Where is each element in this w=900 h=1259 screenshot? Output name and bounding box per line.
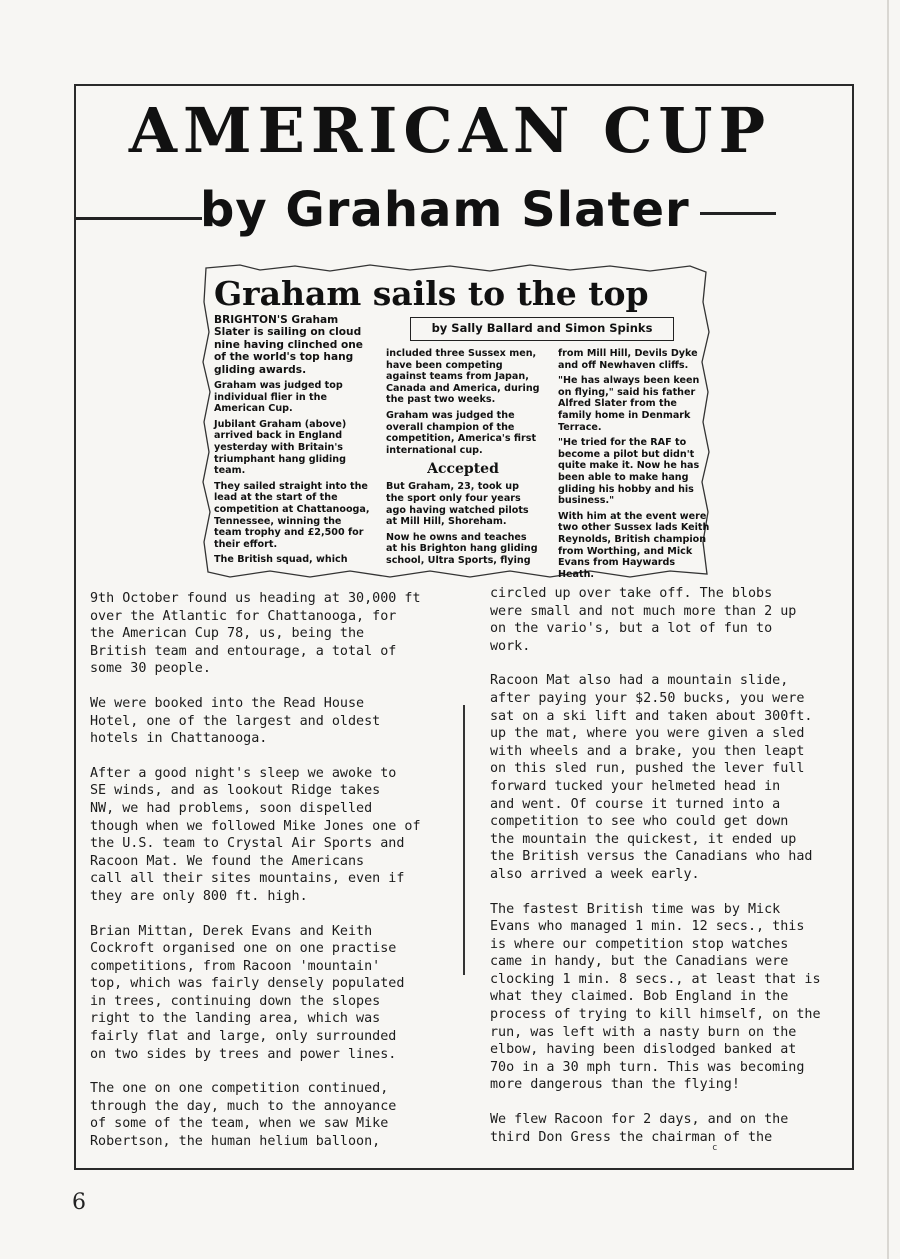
clipping-paragraph: Graham was judged the overall champion of the competition, America's first international cup. [386,409,537,456]
clipping-paragraph: Graham was judged top individual flier in the American Cup. [214,380,343,415]
byline-rule-left [76,217,202,220]
clipping-credit: by Sally Ballard and Simon Spinks [410,317,674,341]
article-paragraph: After a good night's sleep we awoke to SE winds, and as lookout Ridge takes NW, we had problems, soon dispelled though when we followed Mike Jones one of the U.S. team to Crystal Air Sports and Racoon Mat. We found the Americans call all their sites mountains, even if they are only 800 ft. high. [90,765,421,904]
column-divider [463,705,465,975]
clipping-paragraph: Jubilant Graham (above) arrived back in England yesterday with Britain's triumphant hang gliding team. [214,418,347,477]
clipping-paragraph: "He has always been keen on flying," said his father Alfred Slater from the family home in Denmark Terrace. [558,375,700,433]
clipping-column-1 [214,314,370,570]
page-edge [887,0,889,1259]
article-column-right [490,585,850,1163]
clipping-paragraph: "He tried for the RAF to become a pilot but didn't quite make it. Now he has been able to make hang gliding his hobby and his business." [558,437,700,507]
article-paragraph: Racoon Mat also had a mountain slide, after paying your $2.50 bucks, you were sat on a ski lift and taken about 300ft. up the mat, where you were given a sled with wheels and a brake, you then leapt on this sled run, pushed the lever full forward tucked your helmeted head in and went. Of course it turned into a competition to see who could get down the mountain the quickest, it ended up the British versus the Canadians who had also arrived a week early. [490,673,813,882]
clipping-paragraph: from Mill Hill, Devils Dyke and off Newhaven cliffs. [558,348,698,371]
article-paragraph: We were booked into the Read House Hotel, one of the largest and oldest hotels in Chattanooga. [90,695,381,747]
article-paragraph: Brian Mittan, Derek Evans and Keith Cockroft organised one on one practise competitions, from Racoon 'mountain' top, which was fairly densely populated in trees, continuing down the slopes right to the landing area, which was fairly flat and large, only surrounded on two sides by trees and power lines. [90,923,405,1062]
article-paragraph: circled up over take off. The blobs were small and not much more than 2 up on the vario's, but a lot of fun to work. [490,586,797,654]
article-paragraph: 9th October found us heading at 30,000 ft over the Atlantic for Chattanooga, for the American Cup 78, us, being the British team and entourage, a total of some 30 people. [90,591,421,677]
byline-rule-right [700,212,776,215]
page-number: 6 [72,1190,86,1215]
clipping-paragraph: included three Sussex men, have been competing against teams from Japan, Canada and America, during the past two weeks. [386,348,540,406]
continued-mark: c [712,1143,718,1153]
clipping-paragraph: They sailed straight into the lead at the start of the competition at Chattanooga, Tennessee, winning the team trophy and £2,500 for their effort. [214,480,370,550]
article-paragraph: We flew Racoon for 2 days, and on the third Don Gress the chairman of the [490,1112,789,1145]
clipping-column-2 [386,348,540,571]
clipping-paragraph: Now he owns and teaches at his Brighton hang gliding school, Ultra Sports, flying [386,531,538,566]
article-paragraph: The one on one competition continued, through the day, much to the annoyance of some of the team, when we saw Mike Robertson, the human helium balloon, [90,1081,397,1150]
article-byline: by Graham Slater [200,182,690,238]
clipping-paragraph: But Graham, 23, took up the sport only four years ago having watched pilots at Mill Hill, Shoreham. [386,481,529,528]
article-title: AMERICAN CUP [128,94,772,167]
clipping-lead: BRIGHTON'S Graham Slater is sailing on cloud nine having clinched one of the world's top hang gliding awards. [214,314,363,376]
clipping-paragraph: The British squad, which [214,554,348,566]
clipping-headline: Graham sails to the top [214,274,649,313]
clipping-column-3 [558,348,712,584]
newspaper-clipping [200,262,712,580]
article-paragraph: The fastest British time was by Mick Evans who managed 1 min. 12 secs., this is where our competition stop watches came in handy, but the Canadians were clocking 1 min. 8 secs., at least that is what they claimed. Bob England in the process of trying to kill himself, on the run, was left with a nasty burn on the elbow, having been dislodged banked at 70o in a 30 mph turn. This was becoming more dangerous than the flying! [490,901,821,1093]
clipping-paragraph: With him at the event were two other Sussex lads Keith Reynolds, British champion from Worthing, and Mick Evans from Haywards Heath. [558,510,710,580]
clipping-subhead: Accepted [427,461,499,478]
article-column-left [90,590,460,1168]
